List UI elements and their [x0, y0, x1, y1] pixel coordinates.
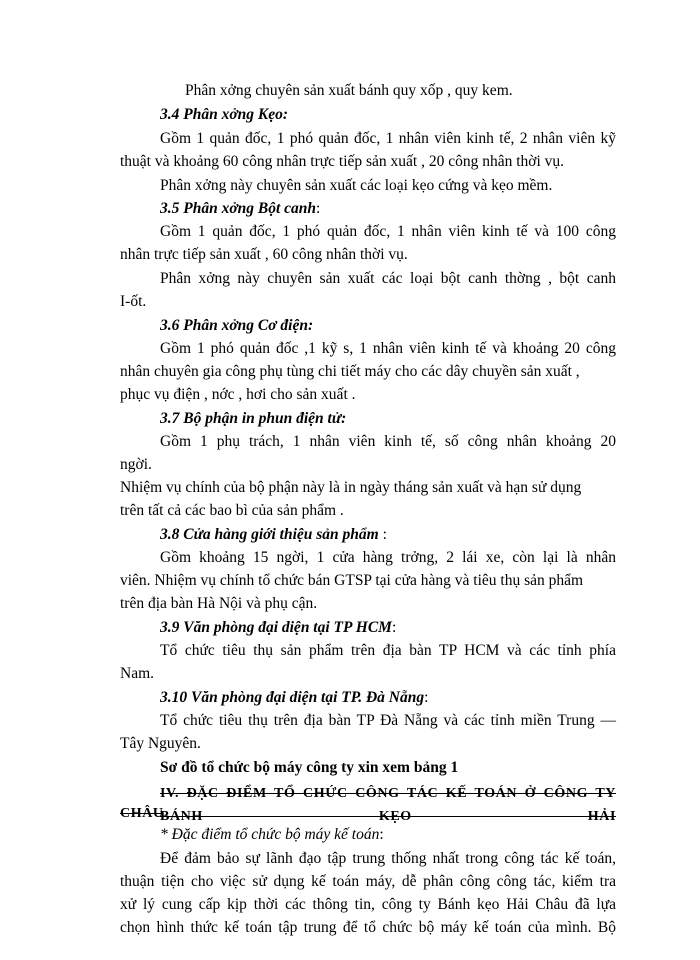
paragraph-line: Phân xởng này chuyên sản xuất các loại bột canh thờng , bột canh — [160, 270, 616, 287]
paragraph-line: trên địa bàn Hà Nội và phụ cận. — [120, 595, 318, 612]
section-heading-3-10 — [160, 686, 428, 709]
subheading-text: * Đặc điểm tổ chức bộ máy kế toán — [160, 826, 380, 843]
paragraph-line: Phân xởng này chuyên sản xuất các loại kẹo cứng và kẹo mềm. — [160, 177, 553, 194]
paragraph-line: Gồm khoảng 15 ngời, 1 cửa hàng trởng, 2 lái xe, còn lại là nhân — [160, 549, 616, 566]
section-heading-3-4: 3.4 Phân xởng Kẹo: — [160, 106, 289, 123]
heading-colon: : — [391, 619, 397, 636]
struck-heading-line-2: CHÂU — [120, 806, 164, 821]
paragraph-line: phục vụ điện , nớc , hơi cho sản xuất . — [120, 386, 356, 403]
paragraph-line: Gồm 1 phó quản đốc ,1 kỹ s, 1 nhân viên kinh tế và khoảng 20 công — [160, 340, 616, 357]
heading-text: 3.8 Cửa hàng giới thiệu sản phẩm — [160, 526, 379, 543]
heading-colon: : — [424, 689, 429, 706]
section-heading-3-5 — [160, 197, 320, 220]
heading-text: 3.9 Văn phòng đại diện tại TP HCM — [160, 619, 392, 636]
heading-text: 3.5 Phân xởng Bột canh — [160, 200, 317, 217]
paragraph-line: Để đảm bảo sự lãnh đạo tập trung thống nhất trong công tác kế toán, — [160, 850, 616, 867]
paragraph-line: Gồm 1 quản đốc, 1 phó quản đốc, 1 nhân viên kinh tế, 2 nhân viên kỹ — [160, 130, 616, 147]
paragraph-line: nhân trực tiếp sản xuất , 60 công nhân thời vụ. — [120, 246, 408, 263]
paragraph-line: xử lý cung cấp kịp thời các thông tin, công ty Bánh kẹo Hải Châu đã lựa — [120, 896, 616, 913]
paragraph-line: Gồm 1 phụ trách, 1 nhân viên kinh tế, số công nhân khoảng 20 — [160, 433, 616, 450]
heading-colon: : — [378, 526, 387, 543]
paragraph-line: Nam. — [120, 665, 155, 682]
paragraph-line: Gồm 1 quản đốc, 1 phó quản đốc, 1 nhân viên kinh tế và 100 công — [160, 223, 616, 240]
accounting-subheading — [160, 823, 384, 846]
paragraph-line: thuật và khoảng 60 công nhân trực tiếp sản xuất , 20 công nhân thời vụ. — [120, 153, 565, 170]
paragraph-line: Tổ chức tiêu thụ trên địa bàn TP Đà Nẵng và các tỉnh miền Trung — — [160, 712, 616, 729]
paragraph-line: Tây Nguyên. — [120, 735, 201, 752]
subheading-colon: : — [379, 826, 384, 843]
paragraph-line: trên tất cả các bao bì của sản phẩm . — [120, 502, 344, 519]
section-heading-3-6: 3.6 Phân xởng Cơ điện: — [160, 317, 314, 334]
paragraph-line: ngời. — [120, 456, 152, 473]
paragraph-line: chọn hình thức kế toán tập trung để tổ chức bộ máy kế toán của mình. Bộ — [120, 919, 616, 936]
paragraph-line: thuận tiện cho việc sử dụng kế toán máy, dễ phân công công tác, kiểm tra — [120, 873, 616, 890]
paragraph-line: I-ốt. — [120, 293, 147, 310]
section-heading-3-7: 3.7 Bộ phận in phun điện tử: — [160, 410, 347, 427]
diagram-reference: Sơ đồ tổ chức bộ máy công ty xin xem bảng 1 — [160, 759, 459, 776]
struck-heading-line-1: IV. ĐẶC ĐIỂM TỔ CHỨC CÔNG TÁC KẾ TOÁN Ở CÔNG TY BÁNH KẸO HẢI — [160, 786, 616, 824]
paragraph-line: viên. Nhiệm vụ chính tổ chức bán GTSP tại cửa hàng và tiêu thụ sản phẩm — [120, 572, 584, 589]
paragraph-line: nhân chuyên gia công phụ tùng chi tiết máy cho các dây chuyền sản xuất , — [120, 363, 580, 380]
paragraph-line: Tổ chức tiêu thụ sản phẩm trên địa bàn TP HCM và các tỉnh phía — [160, 642, 616, 659]
paragraph-line: Nhiệm vụ chính của bộ phận này là in ngày tháng sản xuất và hạn sử dụng — [120, 479, 582, 496]
paragraph-line: Phân xởng chuyên sản xuất bánh quy xốp , quy kem. — [185, 82, 513, 99]
heading-text: 3.10 Văn phòng đại diện tại TP. Đà Nẵng — [160, 689, 425, 706]
section-heading-3-9 — [160, 616, 396, 639]
heading-colon: : — [316, 200, 321, 217]
section-heading-3-8 — [160, 523, 387, 546]
